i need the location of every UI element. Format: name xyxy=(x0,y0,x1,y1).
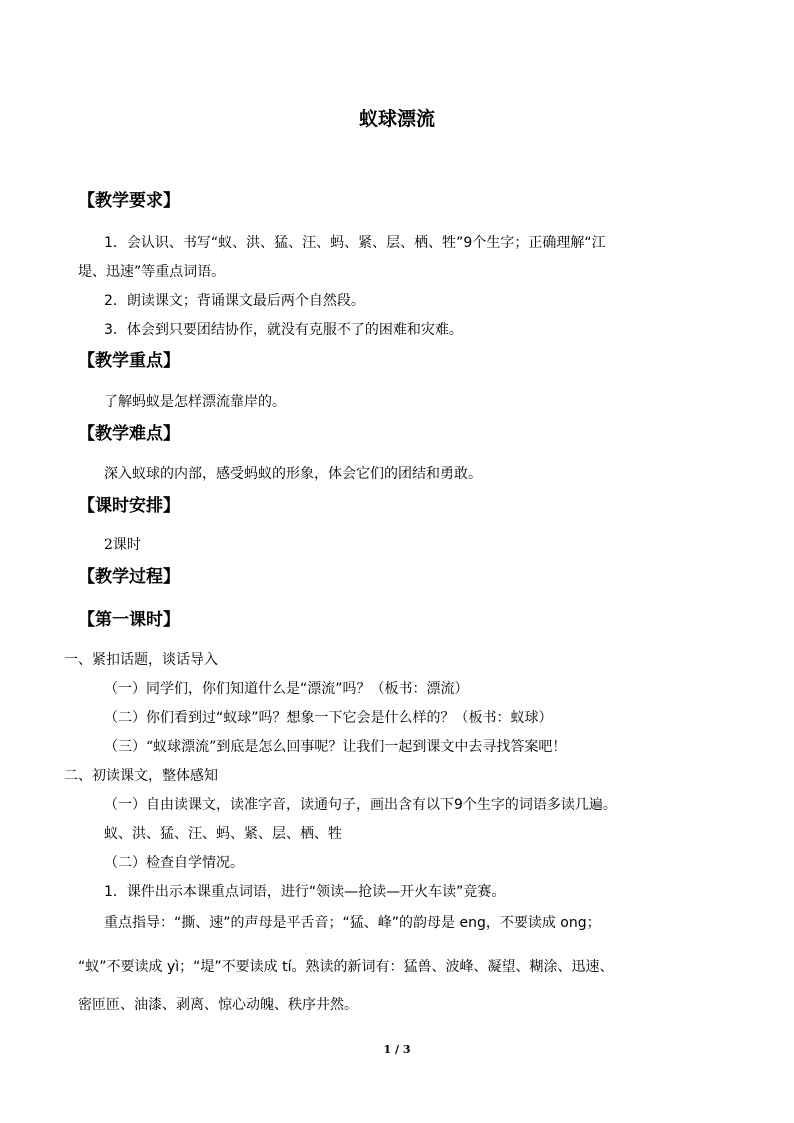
part-1-sub-2: （二）你们看到过“蚁球”吗？想象一下它会是什么样的？（板书：蚁球） xyxy=(104,710,553,726)
heading-process: 【教学过程】 xyxy=(78,567,180,587)
part-2-guide-line-1: 重点指导：“撕、速”的声母是平舌音；“猛、峰”的韵母是 eng，不要读成 ong； xyxy=(104,915,601,931)
requirement-item-2: 2．朗读课文；背诵课文最后两个自然段。 xyxy=(104,293,365,309)
heading-requirements: 【教学要求】 xyxy=(78,191,180,211)
part-2-title: 二、初读课文，整体感知 xyxy=(64,768,218,784)
document-title: 蚁球漂流 xyxy=(358,108,435,130)
part-2-sub-1: （一）自由读课文，读准字音，读通句子，画出含有以下9个生字的词语多读几遍。 xyxy=(104,797,617,813)
part-2-guide-line-2: “蚁”不要读成 yì；“堤”不要读成 tí。熟读的新词有：猛兽、波峰、凝望、糊涂、迅速、 xyxy=(78,959,614,975)
key-points-text: 了解蚂蚁是怎样漂流靠岸的。 xyxy=(104,394,286,410)
part-1-sub-3: （三）“蚁球漂流”到底是怎么回事呢？让我们一起到课文中去寻找答案吧！ xyxy=(104,739,567,755)
heading-first-lesson: 【第一课时】 xyxy=(78,610,180,630)
requirement-item-1-line-1: 1．会认识、书写“蚁、洪、猛、汪、蚂、紧、层、栖、牲”9个生字；正确理解“江 xyxy=(104,235,606,251)
part-2-step-1: 1．课件出示本课重点词语，进行“领读—抢读—开火车读”竞赛。 xyxy=(104,884,506,900)
schedule-text: 2课时 xyxy=(104,537,141,553)
heading-schedule: 【课时安排】 xyxy=(78,496,180,516)
page-number: 1 / 3 xyxy=(383,1043,411,1056)
requirement-item-3: 3．体会到只要团结协作，就没有克服不了的困难和灾难。 xyxy=(104,322,463,338)
heading-key-points: 【教学重点】 xyxy=(78,351,180,371)
heading-difficulties: 【教学难点】 xyxy=(78,424,180,444)
part-1-sub-1: （一）同学们，你们知道什么是“漂流”吗？（板书：漂流） xyxy=(104,681,469,697)
part-1-title: 一、紧扣话题，谈话导入 xyxy=(64,652,218,668)
part-2-sub-2: （二）检查自学情况。 xyxy=(104,855,244,871)
requirement-item-1-line-2: 堤、迅速”等重点词语。 xyxy=(78,264,226,280)
difficulties-text: 深入蚁球的内部，感受蚂蚁的形象，体会它们的团结和勇敢。 xyxy=(104,466,482,482)
part-2-chars: 蚁、洪、猛、汪、蚂、紧、层、栖、牲 xyxy=(104,826,342,842)
part-2-guide-line-3: 密匝匝、油漆、剥离、惊心动魄、秩序井然。 xyxy=(78,997,358,1013)
